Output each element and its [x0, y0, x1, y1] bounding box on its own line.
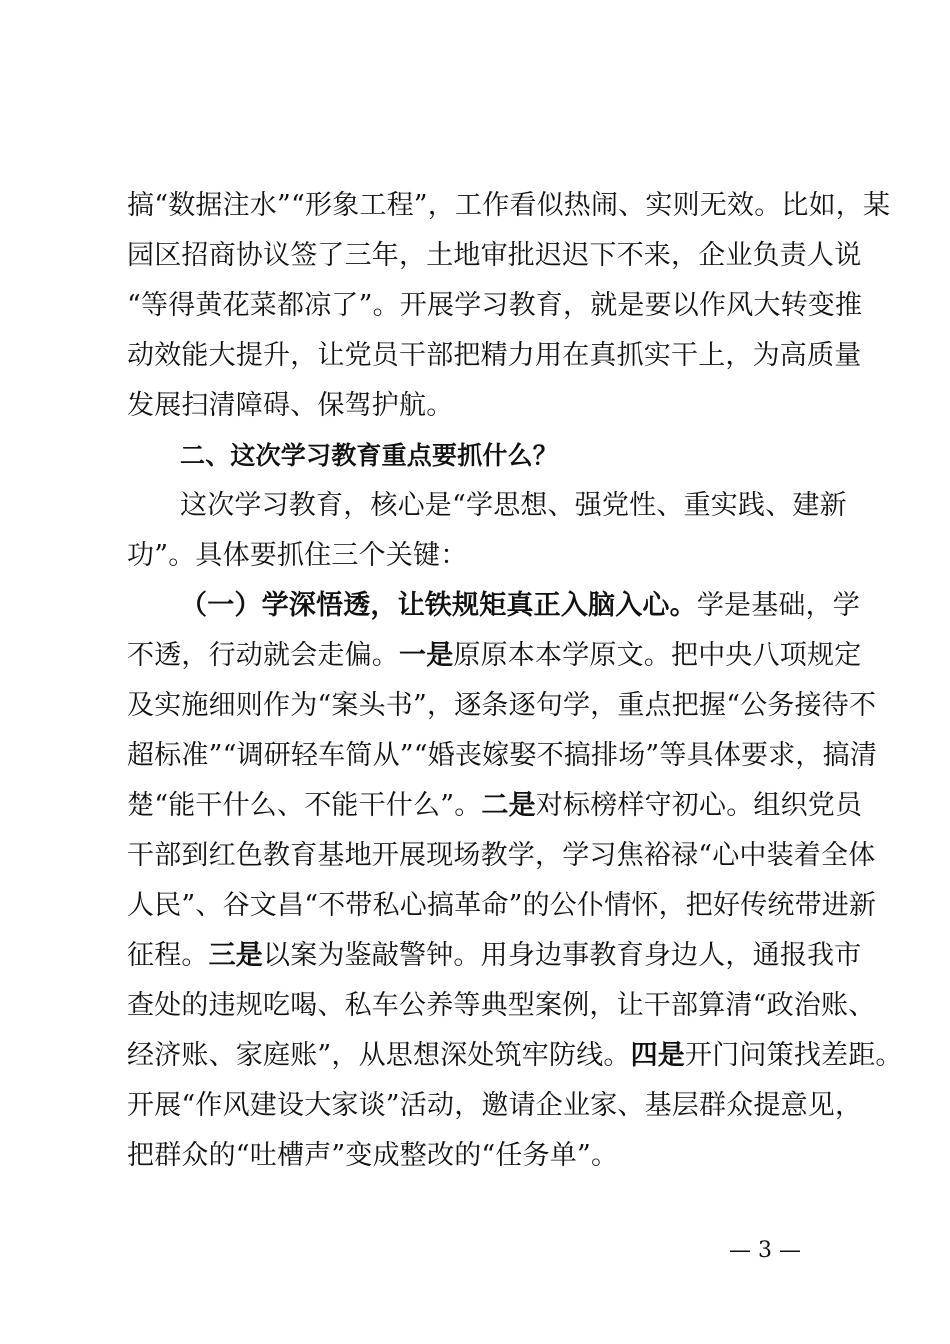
paragraph-line: 动效能大提升，让党员干部把精力用在真抓实干上，为高质量 — [127, 340, 862, 371]
text-span: 征程。 — [127, 940, 209, 971]
text-span: 以案为鉴敲警钟。用身边事教育身边人，通报我市 — [263, 940, 862, 971]
section-heading: 二、这次学习教育重点要抓什么？ — [180, 441, 559, 470]
paragraph-line: 园区招商协议签了三年，土地审批迟迟下不来，企业负责人说 — [127, 240, 862, 271]
paragraph-line: 超标准”“调研轻车简从”“婚丧嫁娶不搞排场”等具体要求，搞清 — [127, 740, 878, 771]
paragraph-line: “等得黄花菜都凉了”。开展学习教育，就是要以作风大转变推 — [127, 290, 863, 321]
page-number: — 3 — — [729, 1238, 801, 1263]
paragraph-line: 搞“数据注水”“形象工程”，工作看似热闹、实则无效。比如，某 — [127, 190, 891, 221]
paragraph-line: 人民”、谷文昌“不带私心搞革命”的公仆情怀，把好传统带进新 — [127, 890, 877, 921]
paragraph-line — [127, 938, 862, 974]
text-span: 经济账、家庭账”，从思想深处筑牢防线。 — [127, 1040, 631, 1071]
bold-marker: 二是 — [481, 790, 536, 821]
paragraph-line: 开展“作风建设大家谈”活动，邀请企业家、基层群众提意见， — [127, 1090, 863, 1121]
text-span: 学是基础，学 — [696, 590, 861, 621]
bold-marker: 一是 — [399, 640, 454, 671]
paragraph-line — [127, 788, 863, 824]
text-span: 不透，行动就会走偏。 — [127, 640, 399, 671]
paragraph-line: 把群众的“吐槽声”变成整改的“任务单”。 — [127, 1140, 619, 1171]
paragraph-line — [127, 1038, 903, 1074]
text-span: 楚“能干什么、不能干什么”。 — [127, 790, 482, 821]
text-span: 开门问策找差距。 — [685, 1040, 903, 1071]
text-span: 对标榜样守初心。组织党员 — [535, 790, 863, 821]
subsection-heading: （一）学深悟透，让铁规矩真正入脑入心。 — [180, 590, 697, 621]
paragraph-line: 功”。具体要抓住三个关键： — [127, 540, 468, 571]
paragraph-line: 干部到红色教育基地开展现场教学，学习焦裕禄“心中装着全体 — [127, 840, 876, 871]
text-span: 原原本本学原文。把中央八项规定 — [453, 640, 862, 671]
bold-marker: 四是 — [630, 1040, 686, 1071]
paragraph-line: 发展扫清障碍、保驾护航。 — [127, 390, 454, 421]
bold-marker: 三是 — [208, 940, 264, 971]
paragraph-line — [127, 638, 862, 674]
paragraph-line: 查处的违规吃喝、私车公养等典型案例，让干部算清“政治账、 — [127, 990, 876, 1021]
paragraph-line — [180, 588, 900, 624]
paragraph-line: 及实施细则作为“案头书”，逐条逐句学，重点把握“公务接待不 — [127, 690, 877, 721]
paragraph-line: 这次学习教育，核心是“学思想、强党性、重实践、建新 — [180, 490, 847, 521]
